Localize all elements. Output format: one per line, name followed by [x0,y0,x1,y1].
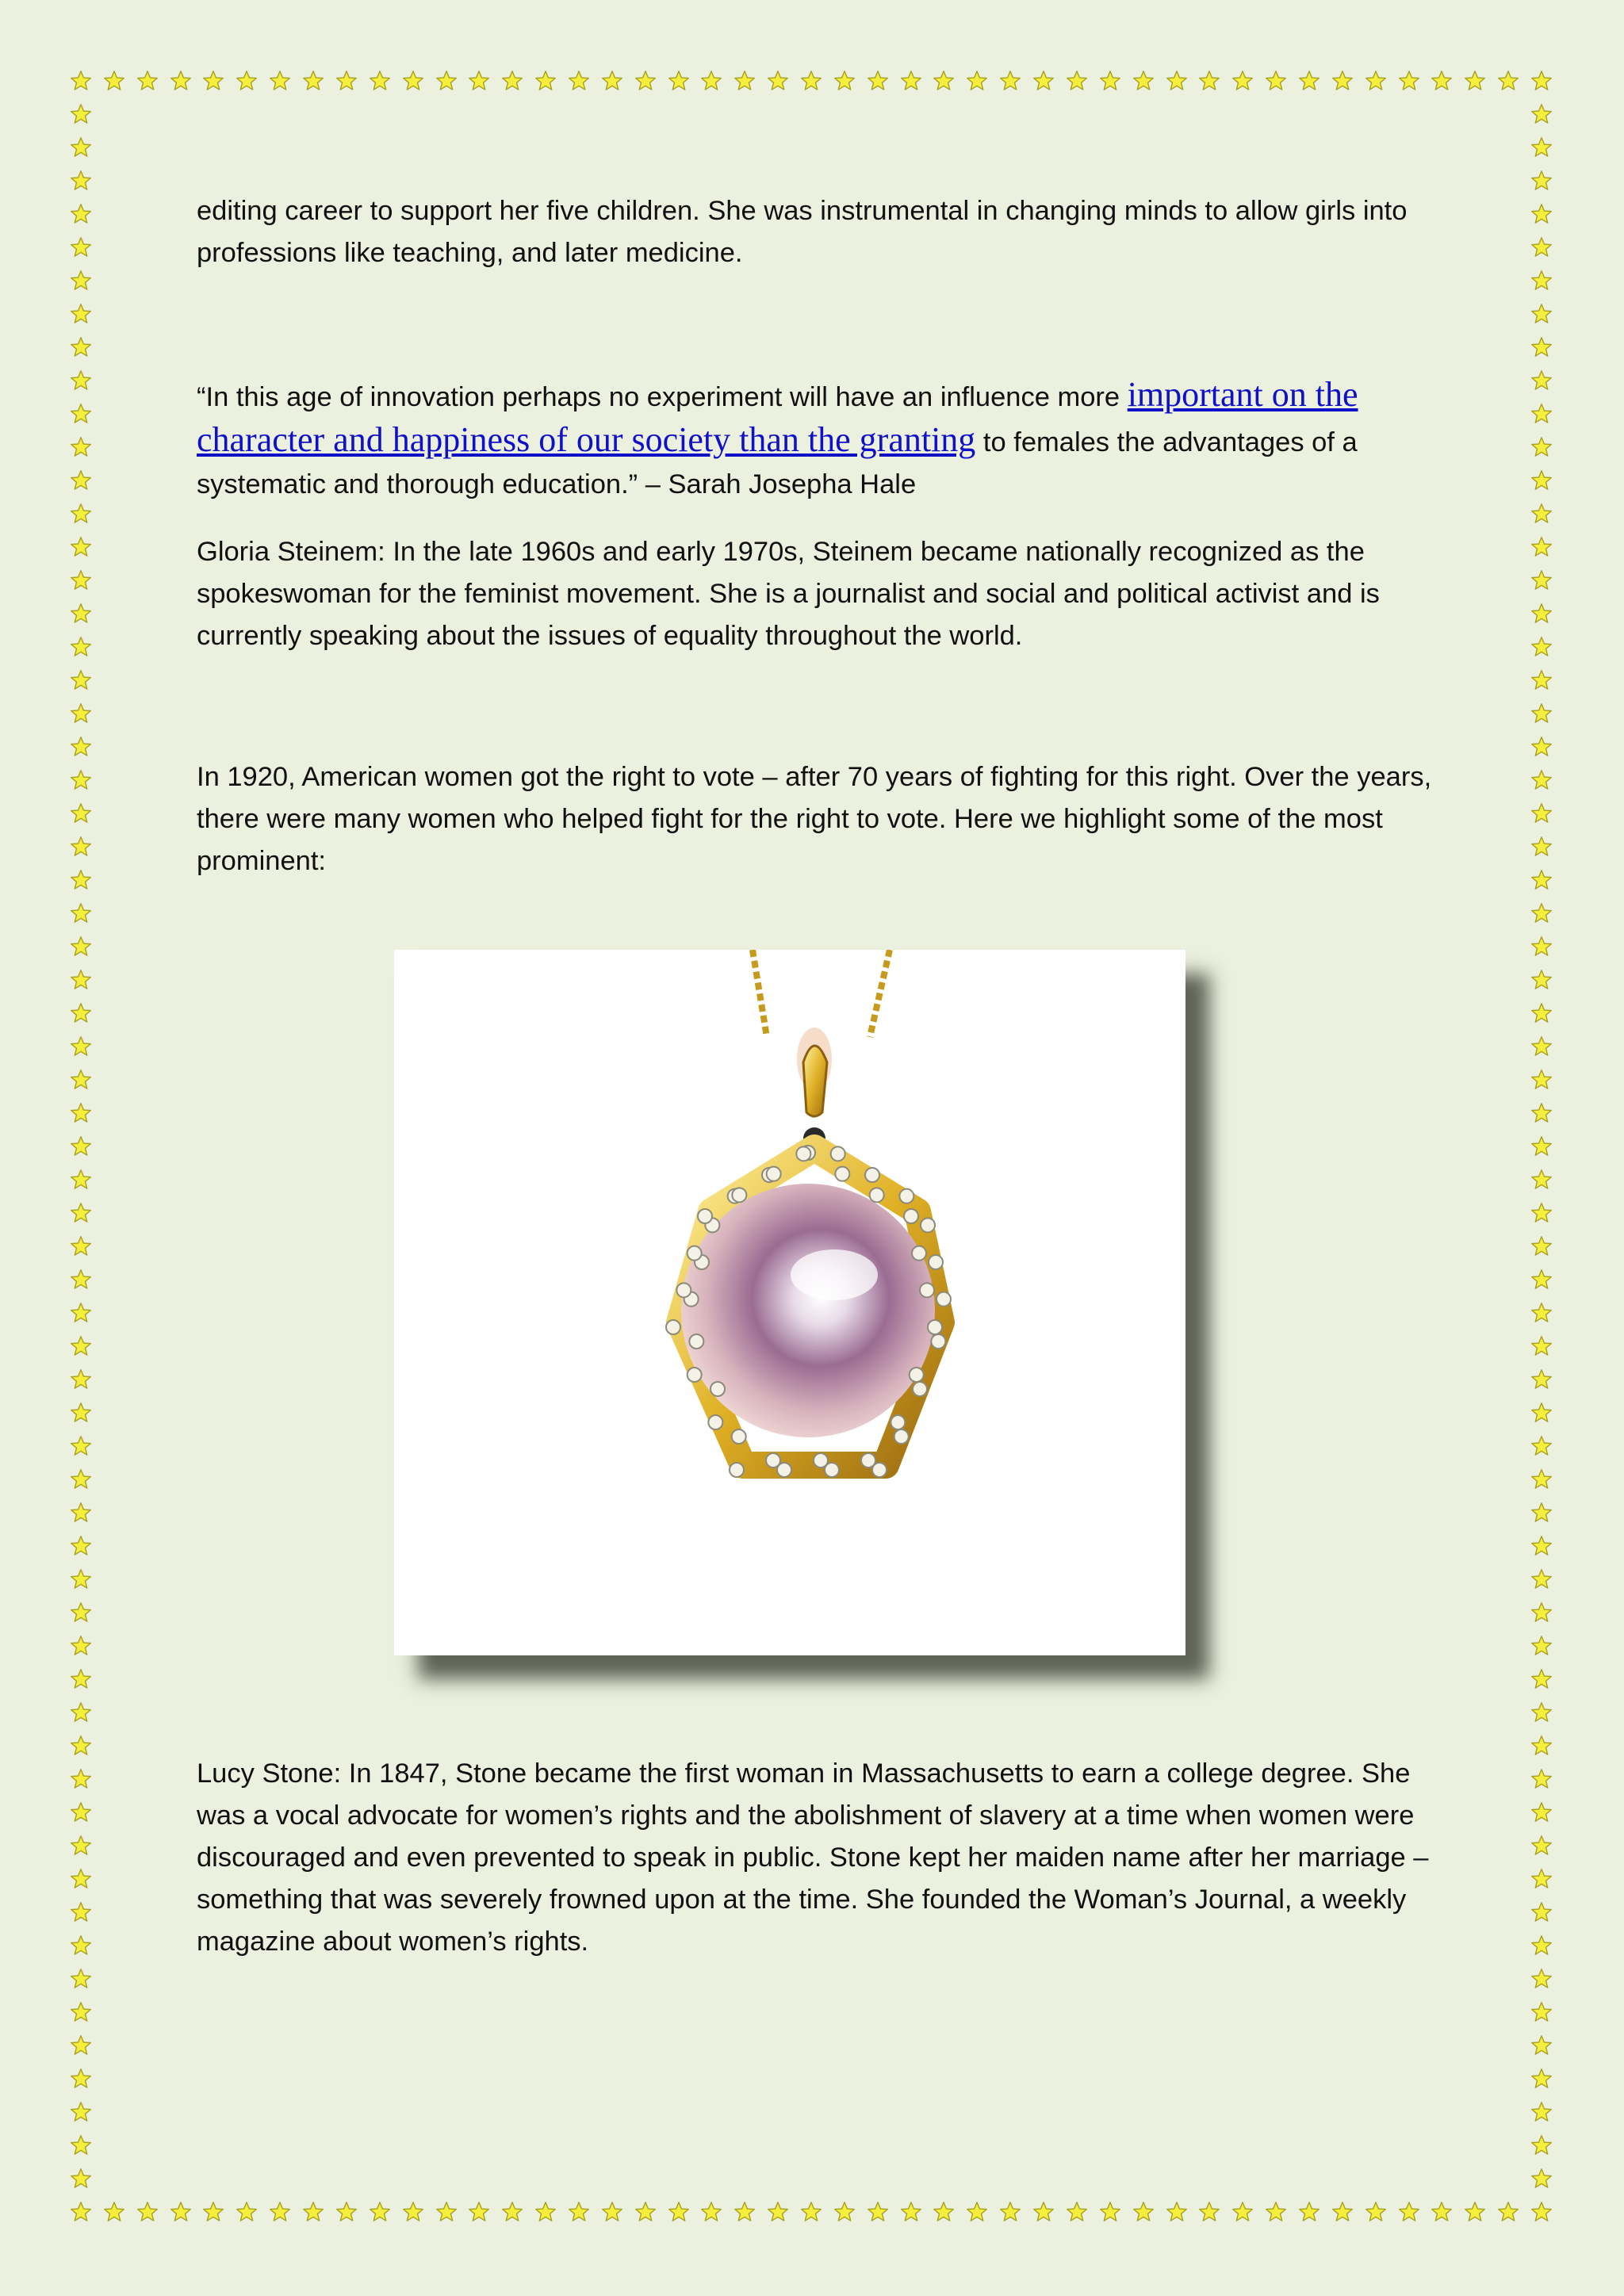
star-icon [767,70,789,92]
star-icon [70,536,92,558]
star-icon [1530,203,1553,225]
star-icon [1099,70,1121,92]
star-icon [70,1835,92,1857]
star-icon [70,1302,92,1324]
star-icon [1464,70,1486,92]
star-icon [1530,503,1553,525]
star-icon [70,636,92,658]
star-icon [733,2201,756,2223]
star-icon [1132,70,1155,92]
diamond-stone [894,1429,909,1444]
star-icon [1530,403,1553,425]
star-icon [70,236,92,258]
diamond-stone [921,1218,935,1232]
star-icon [70,70,92,92]
diamond-stone [698,1209,712,1223]
diamond-stone [910,1368,924,1382]
diamond-stone [710,1382,725,1396]
diamond-stone [865,1168,879,1182]
star-icon [1530,2134,1553,2156]
quote-text-end: to females the advantages of a systematic and thorough education.” – Sarah Josepha Hale [197,427,1358,499]
star-icon [170,2201,192,2223]
diamond-stone [891,1415,905,1429]
star-icon [70,2134,92,2156]
diamond-stone [676,1283,691,1297]
star-icon [70,503,92,525]
star-icon [1530,1768,1553,1790]
star-icon [70,1601,92,1624]
star-icon [1530,1169,1553,1191]
quote-paragraph [197,373,1434,506]
star-icon [70,1069,92,1091]
star-icon [1530,1934,1553,1957]
star-icon [70,1768,92,1790]
star-icon [900,70,922,92]
star-icon [1530,2034,1553,2057]
star-icon [1298,2201,1320,2223]
star-icon [501,70,523,92]
star-icon [1530,1002,1553,1024]
star-icon [1530,2101,1553,2123]
star-icon [1298,70,1320,92]
star-icon [335,70,358,92]
star-icon [867,70,889,92]
star-icon [1530,902,1553,924]
star-icon [501,2201,523,2223]
star-icon [1530,1035,1553,1058]
star-icon [1530,636,1553,658]
star-icon [70,902,92,924]
star-icon [668,70,690,92]
diamond-stone [835,1167,849,1181]
star-icon [70,270,92,292]
star-icon [1530,536,1553,558]
star-icon [1530,569,1553,591]
star-icon [236,70,258,92]
star-icon [1198,70,1220,92]
star-icon [70,1901,92,1923]
star-icon [1530,936,1553,958]
star-icon [601,70,623,92]
star-icon [534,2201,557,2223]
star-icon [1530,270,1553,292]
star-icon [70,1635,92,1657]
star-icon [1497,70,1519,92]
star-icon [966,70,988,92]
star-icon [1530,469,1553,492]
star-icon [1530,336,1553,358]
paragraph-vote: In 1920, American women got the right to vote – after 70 years of fighting for this right. Over the years, there were many women who helped fight for the right to vote. Here we highlight some of the most prominent: [197,762,1432,876]
star-icon [70,1368,92,1391]
star-icon [70,2034,92,2057]
star-icon [70,1335,92,1357]
star-icon [70,1468,92,1490]
star-icon [70,1568,92,1590]
star-icon [900,2201,922,2223]
star-icon [534,70,557,92]
star-icon [402,70,424,92]
star-icon [1530,369,1553,392]
star-icon [70,1735,92,1757]
star-icon [70,1402,92,1424]
diamond-stone [912,1246,926,1261]
star-icon [70,1934,92,1957]
quote-text-start: “In this age of innovation perhaps no experiment will have an influence more [197,382,1128,412]
star-icon [1530,1435,1553,1457]
star-icon [1231,2201,1254,2223]
star-icon [1530,303,1553,325]
star-icon [1530,802,1553,825]
star-icon [70,1535,92,1557]
star-icon [70,669,92,691]
star-icon [202,2201,224,2223]
star-icon [1530,1102,1553,1124]
paragraph-intro: editing career to support her five children. She was instrumental in changing minds to allow girls into professions like teaching, and later medicine. [197,196,1408,268]
star-icon [568,70,590,92]
star-icon [70,1202,92,1224]
star-icon [1530,1668,1553,1690]
star-icon [1032,2201,1055,2223]
diamond-stone [688,1246,702,1261]
star-icon [1530,2201,1553,2223]
star-icon [236,2201,258,2223]
star-icon [1530,1502,1553,1524]
star-icon [402,2201,424,2223]
star-icon [70,336,92,358]
diamond-stone [936,1292,951,1307]
diamond-stone [928,1320,942,1334]
star-icon [1530,2168,1553,2190]
star-icon [1530,836,1553,858]
diamond-stone [831,1146,845,1161]
star-icon [1265,70,1287,92]
star-icon [70,2068,92,2090]
paragraph-stone: Lucy Stone: In 1847, Stone became the first woman in Massachusetts to earn a college degree. She was a vocal advocate for women’s rights and the abolishment of slavery at a time when women were discouraged and even prevented to speak in public. Stone kept her maiden name after her marriage – something that was severely frowned upon at the time. She founded the Woman’s Journal, a weekly magazine about women’s rights. [197,1758,1429,1957]
star-icon [1530,969,1553,991]
star-icon [1331,70,1354,92]
star-icon [1530,1901,1553,1923]
star-icon [568,2201,590,2223]
star-icon [1530,1801,1553,1823]
star-icon [1166,70,1188,92]
star-icon [70,936,92,958]
star-icon [1530,1601,1553,1624]
star-icon [1066,2201,1088,2223]
star-icon [302,70,324,92]
pearl-pendant-image [394,950,1185,1655]
star-icon [170,70,192,92]
diamond-stone [920,1283,934,1297]
star-icon [1331,2201,1354,2223]
star-icon [1530,1269,1553,1291]
star-icon [867,2201,889,2223]
star-icon [1265,2201,1287,2223]
star-icon [1530,1468,1553,1490]
star-icon [1530,1568,1553,1590]
star-icon [70,436,92,458]
star-icon [1530,136,1553,159]
star-icon [70,369,92,392]
star-icon [70,702,92,725]
star-icon [634,2201,657,2223]
star-icon [70,1169,92,1191]
star-icon [435,2201,458,2223]
star-icon [700,70,722,92]
star-icon [70,170,92,192]
document-body [197,190,1434,882]
star-icon [1497,2201,1519,2223]
star-icon [70,1102,92,1124]
star-icon [1530,1368,1553,1391]
star-icon [335,2201,358,2223]
diamond-stone [767,1167,781,1181]
star-icon [1530,869,1553,891]
star-icon [1530,1335,1553,1357]
star-icon [700,2201,722,2223]
star-icon [468,2201,490,2223]
star-icon [70,1002,92,1024]
diamond-stone [666,1320,680,1334]
star-icon [1530,1202,1553,1224]
star-icon [269,2201,291,2223]
star-icon [1530,1402,1553,1424]
star-icon [1099,2201,1121,2223]
star-icon [70,836,92,858]
diamond-stone [931,1334,945,1349]
star-icon [1530,1302,1553,1324]
star-icon [1530,1835,1553,1857]
star-icon [70,1801,92,1823]
star-icon [833,70,856,92]
star-icon [1032,70,1055,92]
star-icon [70,2101,92,2123]
diamond-stone [796,1146,810,1161]
star-icon [966,2201,988,2223]
star-icon [1530,769,1553,791]
star-icon [70,969,92,991]
star-icon [202,70,224,92]
star-icon [70,203,92,225]
star-icon [70,469,92,492]
star-icon [1530,1635,1553,1657]
star-icon [70,2001,92,2023]
star-icon [1530,603,1553,625]
star-icon [70,1435,92,1457]
star-icon [1530,2001,1553,2023]
star-icon [70,2201,92,2223]
star-icon [1530,1735,1553,1757]
star-icon [369,70,391,92]
star-icon [1530,1135,1553,1158]
diamond-stone [899,1189,914,1203]
star-icon [800,2201,822,2223]
star-icon [1365,70,1387,92]
star-icon [1365,2201,1387,2223]
star-icon [1398,2201,1420,2223]
star-icon [70,1035,92,1058]
star-icon [435,70,458,92]
star-icon [733,70,756,92]
diamond-stone [861,1453,875,1468]
star-icon [1530,1968,1553,1990]
diamond-stone [688,1368,702,1382]
star-icon [1431,2201,1453,2223]
star-icon [70,1135,92,1158]
star-icon [1530,1701,1553,1724]
star-icon [70,103,92,125]
star-icon [1530,236,1553,258]
diamond-stone [904,1209,918,1223]
star-icon [767,2201,789,2223]
star-icon [668,2201,690,2223]
star-icon [1166,2201,1188,2223]
star-icon [136,2201,159,2223]
star-icon [369,2201,391,2223]
star-icon [1530,736,1553,758]
star-icon [269,70,291,92]
star-icon [70,1269,92,1291]
star-icon [70,1668,92,1690]
star-icon [999,2201,1021,2223]
star-icon [70,136,92,159]
diamond-stone [913,1382,927,1396]
diamond-stone [708,1415,722,1429]
star-icon [1398,70,1420,92]
star-icon [70,1868,92,1890]
star-icon [70,403,92,425]
star-icon [70,569,92,591]
star-icon [302,2201,324,2223]
star-icon [1530,103,1553,125]
diamond-stone [814,1453,828,1468]
star-icon [1530,436,1553,458]
star-icon [70,1235,92,1257]
star-icon [1530,669,1553,691]
star-icon [70,603,92,625]
star-icon [1464,2201,1486,2223]
star-icon [999,70,1021,92]
star-icon [1530,1069,1553,1091]
diamond-stone [766,1453,780,1468]
star-icon [933,70,955,92]
pendant-chain [753,950,890,1037]
star-icon [1198,2201,1220,2223]
star-icon [1431,70,1453,92]
star-icon [70,1502,92,1524]
star-icon [70,802,92,825]
star-icon [136,70,159,92]
star-icon [103,70,125,92]
star-icon [70,1968,92,1990]
star-icon [70,769,92,791]
diamond-stone [870,1188,884,1202]
star-icon [70,2168,92,2190]
quote-link[interactable]: important on the character and happiness of our society than the granting [197,375,1358,459]
star-icon [468,70,490,92]
star-icon [1530,1535,1553,1557]
star-icon [1530,2068,1553,2090]
star-icon [1530,702,1553,725]
star-icon [1231,70,1254,92]
star-icon [933,2201,955,2223]
star-icon [70,736,92,758]
diamond-stone [732,1429,746,1444]
star-icon [601,2201,623,2223]
star-icon [70,303,92,325]
star-icon [70,1701,92,1724]
star-icon [103,2201,125,2223]
star-icon [70,869,92,891]
star-icon [1132,2201,1155,2223]
bail [803,1046,827,1116]
diamond-stone [732,1188,746,1202]
star-icon [833,2201,856,2223]
star-icon [1530,170,1553,192]
star-icon [1530,1235,1553,1257]
star-icon [1530,70,1553,92]
star-icon [634,70,657,92]
paragraph-steinem: Gloria Steinem: In the late 1960s and early 1970s, Steinem became nationally recognized as the spokeswoman for the feminist movement. She is a journalist and social and political activist and is currently speaking about the issues of equality throughout the world. [197,537,1380,651]
star-icon [800,70,822,92]
diamond-stone [689,1334,703,1349]
diamond-stone [929,1255,943,1269]
star-icon [1530,1868,1553,1890]
diamond-stone [730,1463,744,1477]
star-icon [1066,70,1088,92]
